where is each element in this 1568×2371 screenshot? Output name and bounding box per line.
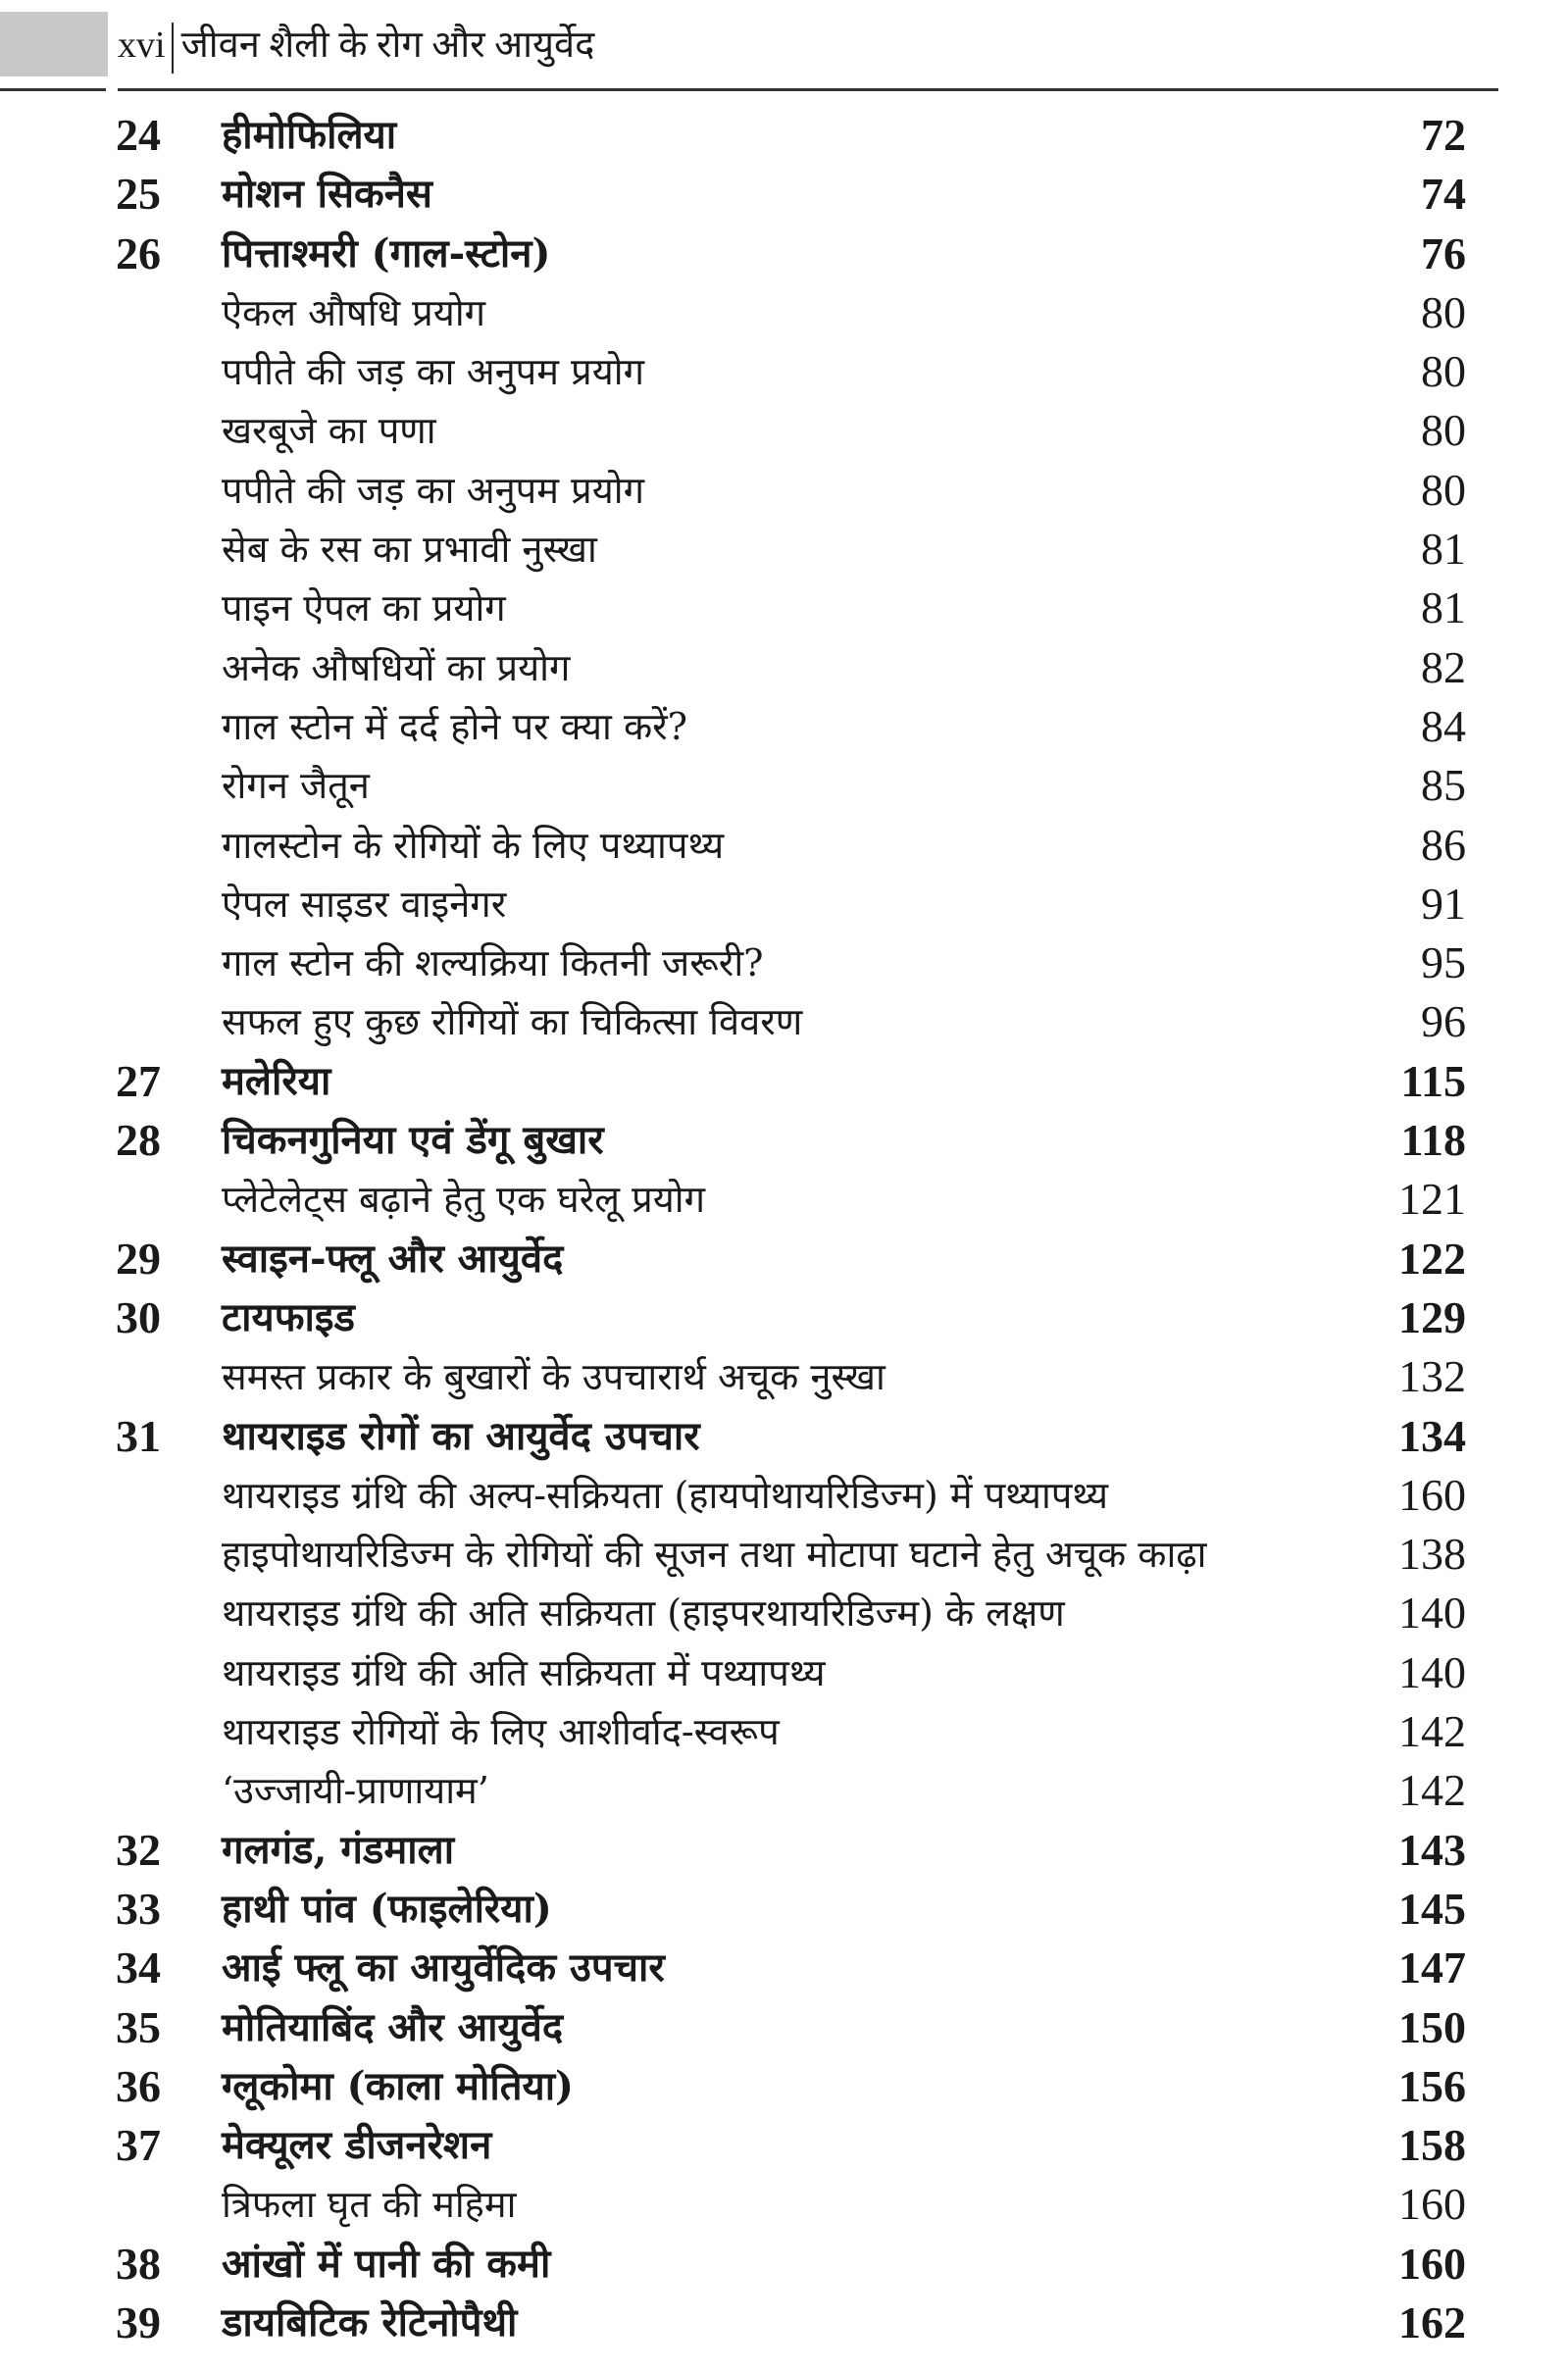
toc-subentry: [0, 1702, 1568, 1761]
chapter-number: 27: [116, 1055, 161, 1106]
page-number: 145: [1398, 1883, 1466, 1934]
page-number: 80: [1421, 464, 1466, 515]
toc-chapter-entry: [0, 1939, 1568, 1997]
toc-chapter-entry: [0, 165, 1568, 224]
entry-title: स्वाइन-फ्लू और आयुर्वेद: [222, 1235, 564, 1282]
entry-title: हाथी पांव (फाइलेरिया): [222, 1885, 552, 1932]
header-rule-left: [0, 88, 106, 91]
toc-subentry: [0, 638, 1568, 697]
page-number: 140: [1398, 1646, 1466, 1697]
toc-subentry: [0, 1170, 1568, 1229]
toc-subentry: [0, 2175, 1568, 2234]
entry-title: मोतियाबिंद और आयुर्वेद: [222, 2003, 564, 2050]
entry-title: पपीते की जड़ का अनुपम प्रयोग: [222, 350, 644, 394]
chapter-number: 29: [116, 1233, 161, 1284]
entry-title: ग्लूकोमा (काला मोतिया): [222, 2062, 574, 2109]
chapter-number: 24: [116, 110, 161, 160]
entry-title: गाल स्टोन में दर्द होने पर क्या करें?: [222, 704, 688, 748]
entry-title: ऐकल औषधि प्रयोग: [222, 290, 486, 334]
entry-title: अनेक औषधियों का प्रयोग: [222, 645, 571, 689]
entry-title: ऐपल साइडर वाइनेगर: [222, 882, 507, 926]
entry-title: पित्ताश्मरी (गाल-स्टोन): [222, 229, 551, 277]
entry-title: सेब के रस का प्रभावी नुस्खा: [222, 528, 597, 572]
page-number: 118: [1400, 1115, 1466, 1166]
toc-chapter-entry: [0, 225, 1568, 283]
entry-title: चिकनगुनिया एवं डेंगू बुखार: [222, 1117, 604, 1164]
page-number: 143: [1398, 1824, 1466, 1875]
toc-subentry: [0, 1525, 1568, 1584]
toc-chapter-entry: [0, 106, 1568, 165]
entry-title: थायराइड रोगियों के लिए आशीर्वाद-स्वरूप: [222, 1710, 780, 1754]
page-number: 160: [1398, 1469, 1466, 1520]
chapter-number: 38: [116, 2238, 161, 2289]
toc-subentry: [0, 992, 1568, 1051]
page-number: 95: [1421, 937, 1466, 988]
page-number: 81: [1421, 582, 1466, 633]
chapter-number: 28: [116, 1115, 161, 1166]
entry-title: पपीते की जड़ का अनुपम प्रयोग: [222, 468, 644, 512]
entry-title: हाइपोथायरिडिज्म के रोगियों की सूजन तथा मोटापा घटाने हेतु अचूक काढ़ा: [222, 1533, 1207, 1577]
entry-title: थायराइड ग्रंथि की अति सक्रियता (हाइपरथायरिडिज्म) के लक्षण: [222, 1591, 1065, 1636]
entry-title: मोशन सिकनैस: [222, 171, 432, 218]
toc-chapter-entry: [0, 2116, 1568, 2175]
page-number: 158: [1398, 2120, 1466, 2171]
entry-title: गलगंड, गंडमाला: [222, 1826, 455, 1873]
page-number: 72: [1421, 110, 1466, 160]
chapter-number: 34: [116, 1942, 161, 1993]
toc-subentry: [0, 342, 1568, 401]
chapter-number: 37: [116, 2120, 161, 2171]
toc-subentry: [0, 1584, 1568, 1642]
page-number: 160: [1398, 2179, 1466, 2230]
page-number: 115: [1400, 1055, 1466, 1106]
entry-title: हीमोफिलिया: [222, 112, 397, 158]
toc-chapter-entry: [0, 1407, 1568, 1466]
entry-title: टायफाइड: [222, 1293, 355, 1340]
header-rule: [118, 88, 1498, 91]
page-tab-marker: [0, 12, 108, 76]
page-number: 140: [1398, 1588, 1466, 1639]
running-header: [118, 18, 594, 74]
page-number: 134: [1398, 1410, 1466, 1461]
toc-chapter-entry: [0, 1111, 1568, 1170]
page-number: 80: [1421, 286, 1466, 337]
header-separator: [172, 23, 174, 74]
entry-title: आंखों में पानी की कमी: [222, 2240, 551, 2287]
chapter-number: 35: [116, 2001, 161, 2052]
chapter-number: 33: [116, 1883, 161, 1934]
page-number: 96: [1421, 996, 1466, 1047]
toc-subentry: [0, 520, 1568, 579]
page-number: 162: [1398, 2296, 1466, 2347]
page-number: 150: [1398, 2001, 1466, 2052]
chapter-number: 31: [116, 1410, 161, 1461]
page-number: 81: [1421, 524, 1466, 575]
book-title: जीवन शैली के रोग और आयुर्वेद: [180, 25, 595, 66]
toc-subentry: [0, 756, 1568, 815]
chapter-number: 25: [116, 169, 161, 220]
toc-subentry: [0, 461, 1568, 520]
page-number: 86: [1421, 819, 1466, 870]
page-number: 121: [1398, 1174, 1466, 1225]
entry-title: थायराइड रोगों का आयुर्वेद उपचार: [222, 1412, 700, 1459]
table-of-contents: [0, 106, 1568, 2352]
toc-subentry: [0, 283, 1568, 342]
toc-subentry: [0, 1466, 1568, 1525]
page-number: 132: [1398, 1351, 1466, 1402]
toc-subentry: [0, 1643, 1568, 1702]
chapter-number: 26: [116, 227, 161, 278]
page-number: 82: [1421, 641, 1466, 692]
toc-subentry: [0, 579, 1568, 637]
entry-title: डायबिटिक रेटिनोपैथी: [222, 2298, 518, 2346]
page-number: 160: [1398, 2238, 1466, 2289]
entry-title: मलेरिया: [222, 1057, 331, 1104]
toc-subentry: [0, 816, 1568, 875]
toc-subentry: [0, 875, 1568, 933]
page-number: 129: [1398, 1291, 1466, 1342]
entry-title: समस्त प्रकार के बुखारों के उपचारार्थ अचूक नुस्खा: [222, 1355, 885, 1399]
toc-chapter-entry: [0, 1052, 1568, 1111]
toc-chapter-entry: [0, 2057, 1568, 2116]
entry-title: प्लेटेलेट्स बढ़ाने हेतु एक घरेलू प्रयोग: [222, 1178, 706, 1222]
entry-title: खरबूजे का पणा: [222, 409, 436, 453]
entry-title: गाल स्टोन की शल्यक्रिया कितनी जरूरी?: [222, 941, 764, 985]
entry-title: रोगन जैतून: [222, 764, 370, 808]
toc-chapter-entry: [0, 1880, 1568, 1939]
page-number: 85: [1421, 760, 1466, 811]
page-number: 76: [1421, 227, 1466, 278]
page-number: 80: [1421, 346, 1466, 397]
page-number: 142: [1398, 1706, 1466, 1757]
entry-title: आई फ्लू का आयुर्वेदिक उपचार: [222, 1944, 665, 1992]
entry-title: गालस्टोन के रोगियों के लिए पथ्यापथ्य: [222, 823, 725, 867]
page-number: 74: [1421, 169, 1466, 220]
page-number: 84: [1421, 700, 1466, 751]
toc-chapter-entry: [0, 2294, 1568, 2352]
toc-chapter-entry: [0, 1288, 1568, 1347]
toc-subentry: [0, 401, 1568, 460]
toc-chapter-entry: [0, 1998, 1568, 2057]
toc-chapter-entry: [0, 2235, 1568, 2294]
toc-chapter-entry: [0, 1230, 1568, 1288]
entry-title: मेक्यूलर डीजनरेशन: [222, 2122, 492, 2169]
toc-subentry: [0, 1347, 1568, 1406]
chapter-number: 32: [116, 1824, 161, 1875]
chapter-number: 36: [116, 2060, 161, 2111]
page-number: 156: [1398, 2060, 1466, 2111]
entry-title: ‘उज्जायी-प्राणायाम’: [222, 1769, 489, 1813]
page-number: 91: [1421, 878, 1466, 929]
toc-subentry: [0, 697, 1568, 756]
entry-title: त्रिफला घृत की महिमा: [222, 2183, 517, 2227]
page-number: 147: [1398, 1942, 1466, 1993]
chapter-number: 30: [116, 1291, 161, 1342]
page-number: 80: [1421, 405, 1466, 456]
page-number: xvi: [118, 25, 166, 66]
entry-title: थायराइड ग्रंथि की अल्प-सक्रियता (हायपोथायरिडिज्म) में पथ्यापथ्य: [222, 1473, 1109, 1517]
page-number: 142: [1398, 1765, 1466, 1816]
chapter-number: 39: [116, 2296, 161, 2347]
page-number: 122: [1398, 1233, 1466, 1284]
entry-title: सफल हुए कुछ रोगियों का चिकित्सा विवरण: [222, 1000, 803, 1044]
page-number: 138: [1398, 1529, 1466, 1580]
toc-subentry: [0, 1761, 1568, 1820]
toc-subentry: [0, 933, 1568, 992]
toc-chapter-entry: [0, 1821, 1568, 1880]
entry-title: पाइन ऐपल का प्रयोग: [222, 586, 506, 631]
entry-title: थायराइड ग्रंथि की अति सक्रियता में पथ्यापथ्य: [222, 1650, 826, 1694]
